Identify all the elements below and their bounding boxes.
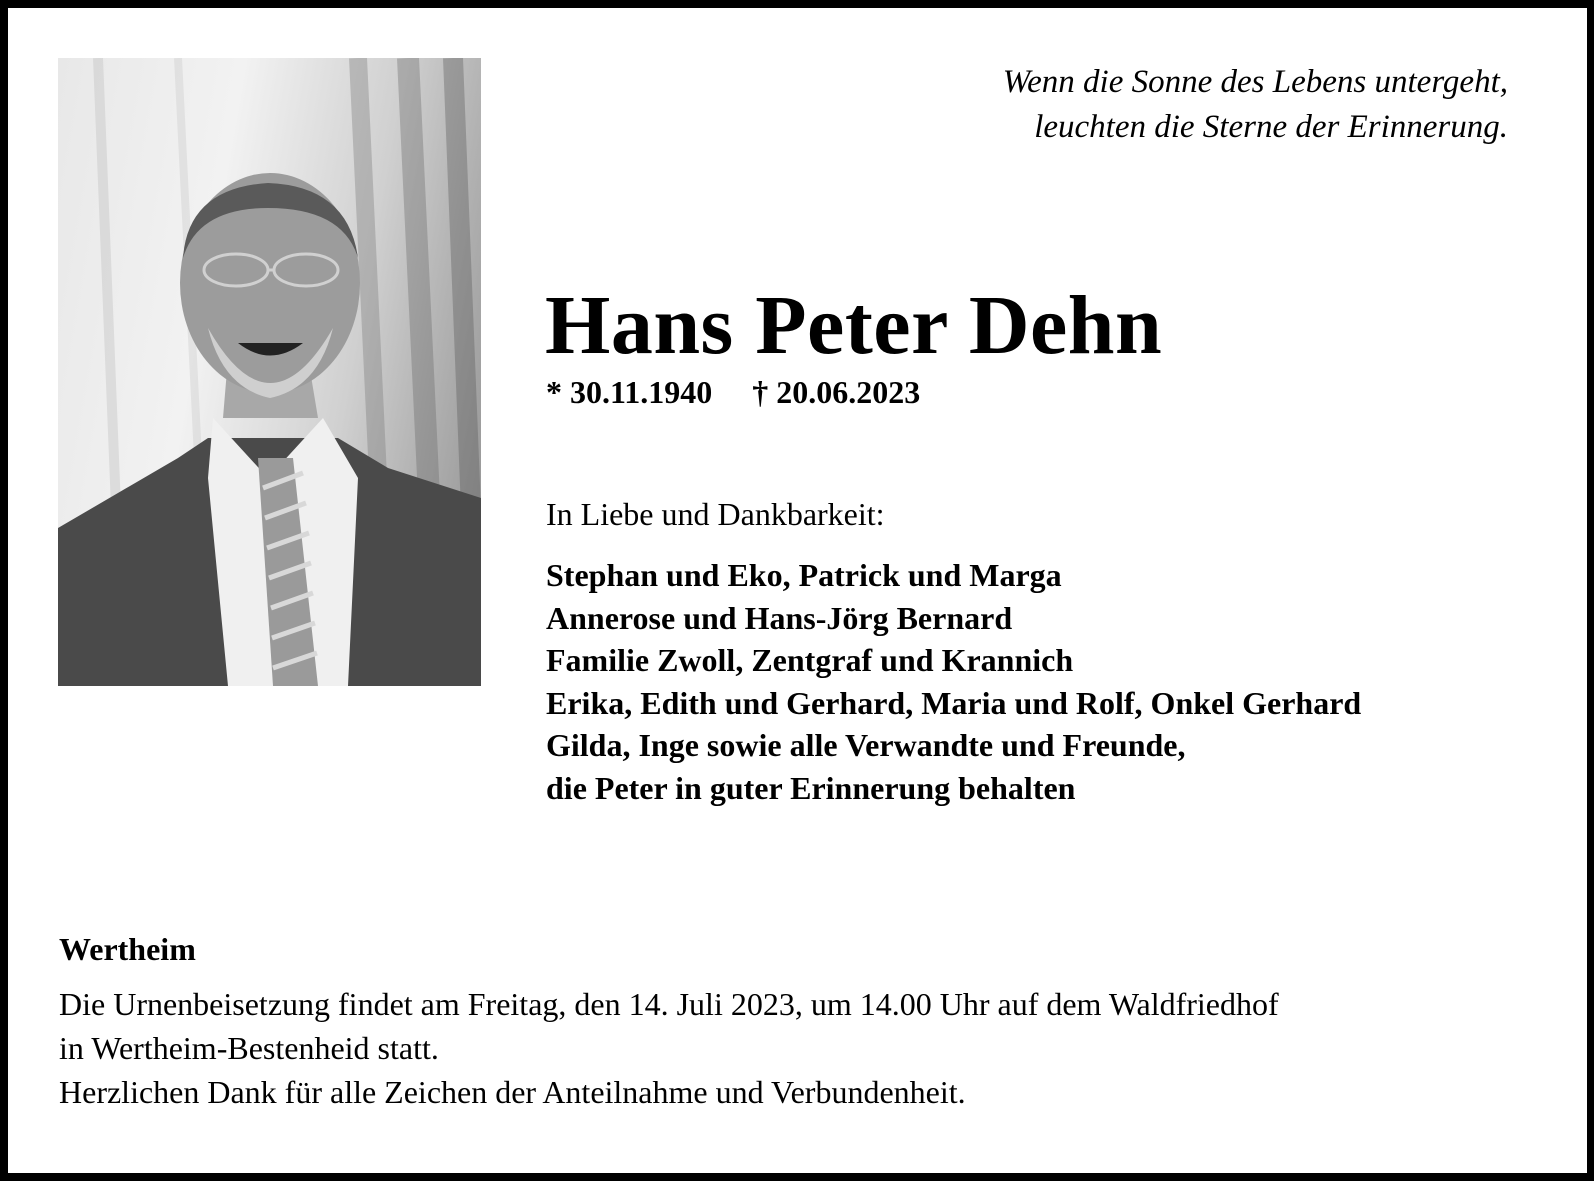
- details-line: Herzlichen Dank für alle Zeichen der Anteilnahme und Verbundenheit.: [59, 1074, 966, 1110]
- mourner-line: Stephan und Eko, Patrick und Marga: [546, 557, 1062, 593]
- mourner-line: Annerose und Hans-Jörg Bernard: [546, 599, 1013, 636]
- deceased-name: Hans Peter Dehn: [545, 279, 1163, 372]
- obituary-notice: [8, 8, 1587, 1173]
- quote-line-2: leuchten die Sterne der Erinnerung.: [1034, 109, 1508, 145]
- quote-line-1: Wenn die Sonne des Lebens untergeht,: [1002, 64, 1508, 100]
- life-dates: [546, 372, 920, 412]
- place-heading: Wertheim: [59, 931, 196, 967]
- portrait-image-icon: [58, 58, 481, 686]
- memorial-quote: [1003, 60, 1508, 150]
- details-line: Die Urnenbeisetzung findet am Freitag, den 14. Juli 2023, um 14.00 Uhr auf dem Waldfriedhof: [59, 986, 1279, 1022]
- funeral-details: [59, 982, 1279, 1114]
- details-line: in Wertheim-Bestenheid statt.: [59, 1030, 439, 1066]
- birth-star-icon: *: [546, 374, 562, 410]
- mourners-intro: In Liebe und Dankbarkeit:: [546, 496, 885, 532]
- mourner-line: Gilda, Inge sowie alle Verwandte und Freunde,: [546, 727, 1186, 763]
- mourners-list: [546, 554, 1361, 809]
- death-cross-icon: †: [752, 374, 769, 410]
- birth-date: 30.11.1940: [570, 374, 713, 410]
- death-date: 20.06.2023: [776, 374, 921, 410]
- mourner-line: die Peter in guter Erinnerung behalten: [546, 769, 1076, 806]
- portrait-photo: [58, 58, 481, 686]
- mourner-line: Erika, Edith und Gerhard, Maria und Rolf, Onkel Gerhard: [546, 684, 1362, 721]
- mourner-line: Familie Zwoll, Zentgraf und Krannich: [546, 642, 1074, 678]
